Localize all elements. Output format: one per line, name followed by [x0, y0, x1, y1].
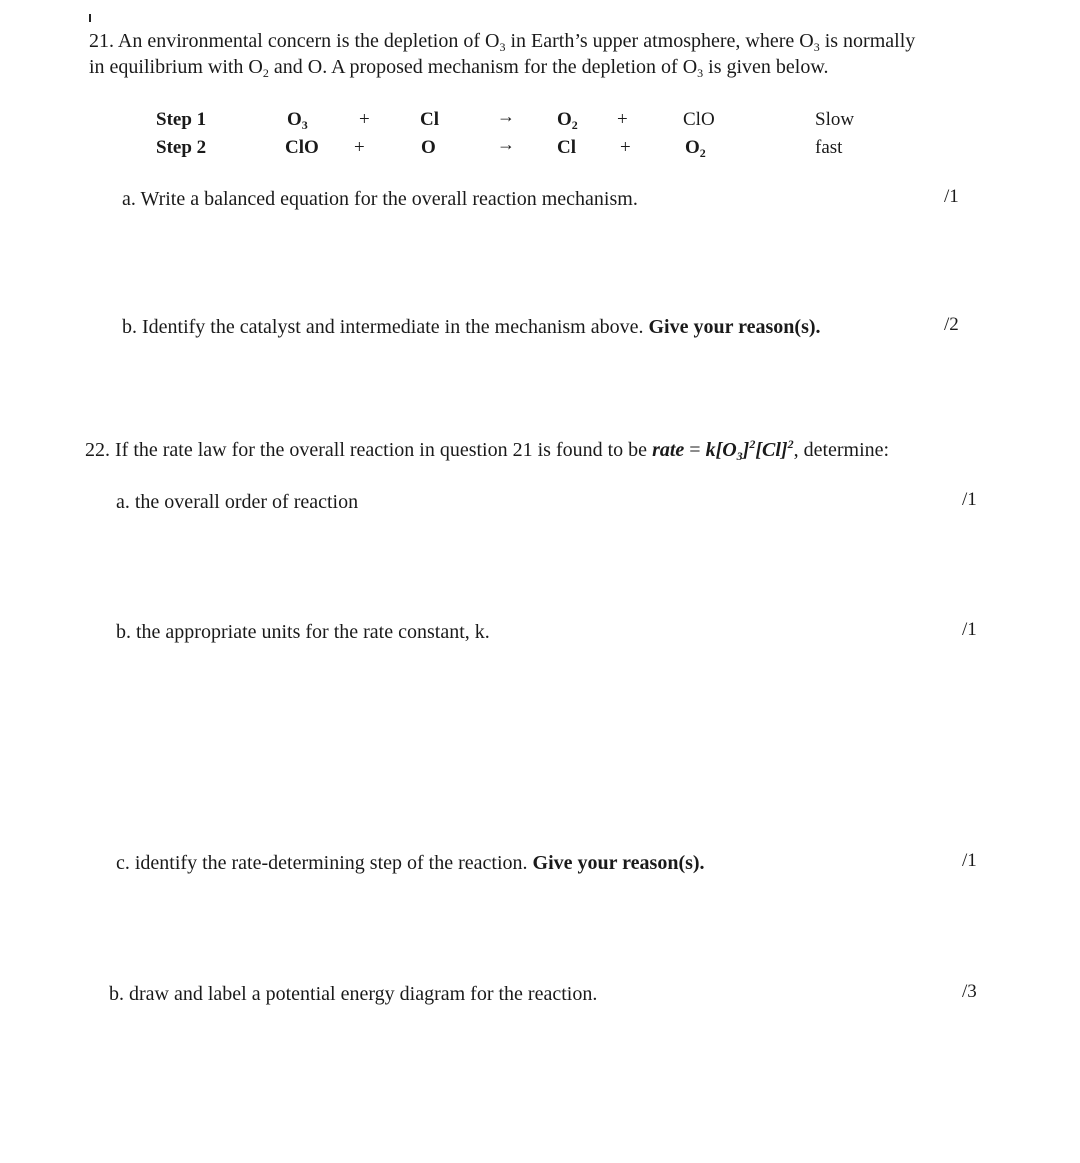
q21-line2: in equilibrium with $O_2$ and O. A proposed mechanism for the depletion of $O_3$ is given below.: [89, 56, 829, 80]
text-cursor-mark: [89, 14, 91, 22]
step1-speed: Slow: [815, 109, 855, 130]
q22-part-b: b. the appropriate units for the rate constant, k.: [116, 621, 490, 643]
q22-part-c: c. identify the rate-determining step of the reaction. Give your reason(s).: [116, 852, 705, 874]
q22-part-a-marks: /1: [962, 489, 977, 510]
step2-reactant2: O: [421, 137, 436, 158]
step2-reactant1: ClO: [285, 137, 319, 158]
step1-plus2: +: [617, 109, 628, 130]
step2-product1: Cl: [557, 137, 576, 158]
q22-part-b-marks: /1: [962, 619, 977, 640]
q21-number: 21.: [89, 30, 114, 52]
rate-law: rate = $k[O_3]^2[Cl]^2$: [652, 437, 794, 463]
step2-product2: $O_2$: [685, 137, 706, 160]
step2-label: Step 2: [156, 137, 207, 158]
q21-part-b: b. Identify the catalyst and intermediate in the mechanism above. Give your reason(s).: [122, 316, 821, 338]
q22-part-d: b. draw and label a potential energy diagram for the reaction.: [109, 983, 598, 1005]
q21-part-b-marks: /2: [944, 314, 959, 335]
q22-part-c-marks: /1: [962, 850, 977, 871]
step2-speed: fast: [815, 137, 843, 158]
step1-product1: $O_2$: [557, 109, 578, 132]
step1-reactant1: $O_3$: [287, 109, 308, 132]
q21-part-a-marks: /1: [944, 186, 959, 207]
q21-part-a: a. Write a balanced equation for the overall reaction mechanism.: [122, 188, 638, 210]
q21-line1: 21. An environmental concern is the depletion of $O_3$ in Earth’s upper atmosphere, where $O_3$ is normally: [89, 30, 916, 54]
step2-plus1: +: [354, 137, 365, 158]
q22-part-a: a. the overall order of reaction: [116, 491, 359, 513]
step2-plus2: +: [620, 137, 631, 158]
step1-plus1: +: [359, 109, 370, 130]
step1-reactant2: Cl: [420, 109, 439, 130]
step1-product2: ClO: [683, 109, 715, 130]
step1-label: Step 1: [156, 109, 207, 130]
q22-stem: 22. If the rate law for the overall reaction in question 21 is found to be rate = $k[O_3]^2[Cl]^2$, determine:: [85, 437, 890, 463]
step2-arrow: →: [497, 134, 515, 154]
q22-number: 22.: [85, 439, 110, 461]
step1-arrow: →: [497, 106, 515, 126]
q22-part-d-marks: /3: [962, 981, 977, 1002]
